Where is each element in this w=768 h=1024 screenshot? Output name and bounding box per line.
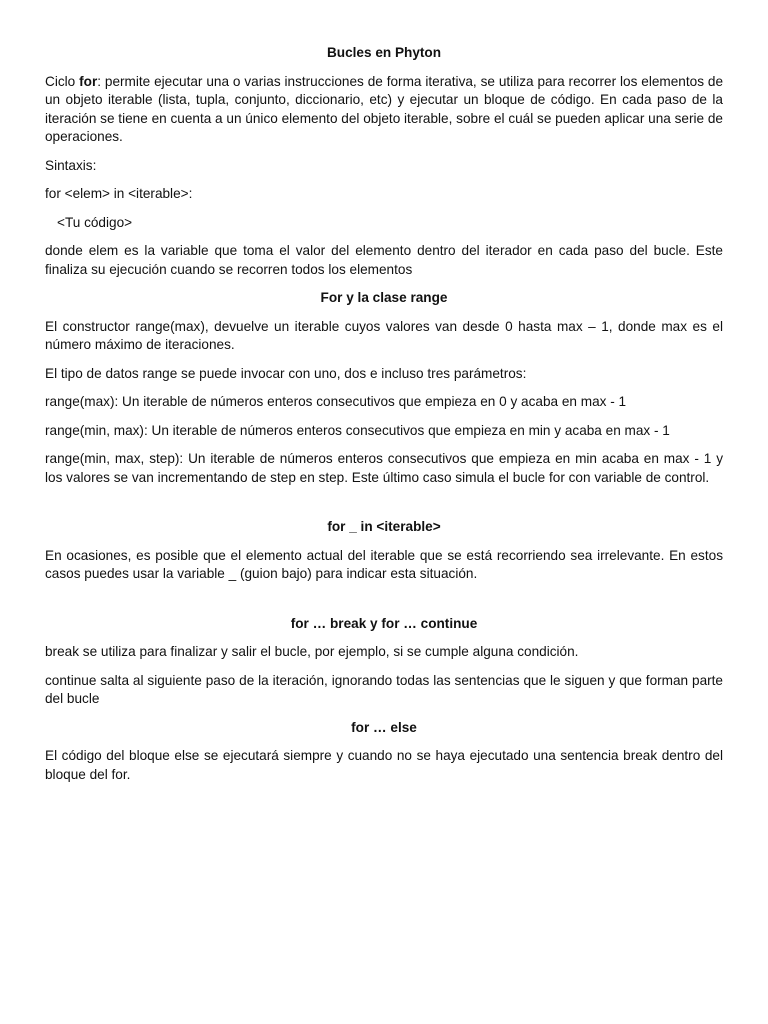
syntax-explanation: donde elem es la variable que toma el valor del elemento dentro del iterador en cada paso del bucle. Este finaliza su ejecución cuando se recorren todos los elementos: [45, 243, 723, 277]
syntax-line-2: <Tu código>: [57, 214, 133, 230]
break-continue-heading: for … break y for … continue: [290, 615, 478, 631]
for-keyword: for: [79, 73, 98, 89]
range-paragraph-3: range(max): Un iterable de números enteros consecutivos que empieza en 0 y acaba en max - 1: [45, 394, 627, 409]
underscore-paragraph: En ocasiones, es posible que el elemento actual del iterable que se está recorriendo sea irrelevante. En estos casos puedes usar la variable _ (guion bajo) para indicar esta situación.: [45, 547, 723, 581]
for-intro-text: : permite ejecutar una o varias instrucciones de forma iterativa, se utiliza para recorrer los elementos de un objeto iterable (lista, tupla, conjunto, diccionario, etc) y ejecutar un bloque de código. En cada paso de la iteración se tiene en cuenta a un único elemento del objeto iterable, sobre el cuál se pueden aplicar una serie de operaciones.: [45, 73, 724, 144]
spacer: [45, 594, 723, 615]
break-paragraph: break se utiliza para finalizar y salir el bucle, por ejemplo, si se cumple alguna condición.: [45, 644, 579, 659]
else-heading: for … else: [351, 719, 417, 735]
for-intro-prefix: Ciclo: [45, 73, 80, 89]
spacer: [45, 497, 723, 518]
underscore-heading: for _ in <iterable>: [327, 519, 441, 534]
for-intro-paragraph: [45, 73, 723, 147]
range-paragraph-1: El constructor range(max), devuelve un iterable cuyos valores van desde 0 hasta max – 1, donde max es el número máximo de iteraciones.: [45, 318, 723, 352]
syntax-line-1: for <elem> in <iterable>:: [45, 186, 193, 201]
doc-title: Bucles en Phyton: [326, 45, 442, 60]
range-paragraph-5: range(min, max, step): Un iterable de números enteros consecutivos que empieza en min acaba en max - 1 y los valores se van incrementando de step en step. Este último caso simula el bucle for con variable de control.: [45, 451, 723, 485]
continue-paragraph: continue salta al siguiente paso de la iteración, ignorando todas las sentencias que le siguen y que forman parte del bucle: [45, 672, 723, 706]
range-heading: For y la clase range: [320, 290, 448, 305]
range-paragraph-2: El tipo de datos range se puede invocar con uno, dos e incluso tres parámetros:: [45, 365, 527, 381]
range-paragraph-4: range(min, max): Un iterable de números enteros consecutivos que empieza en min y acaba en max - 1: [45, 422, 670, 438]
syntax-label: Sintaxis:: [45, 157, 97, 173]
else-paragraph: El código del bloque else se ejecutará siempre y cuando no se haya ejecutado una sentencia break dentro del bloque del for.: [45, 748, 723, 782]
document-body: [45, 44, 723, 794]
